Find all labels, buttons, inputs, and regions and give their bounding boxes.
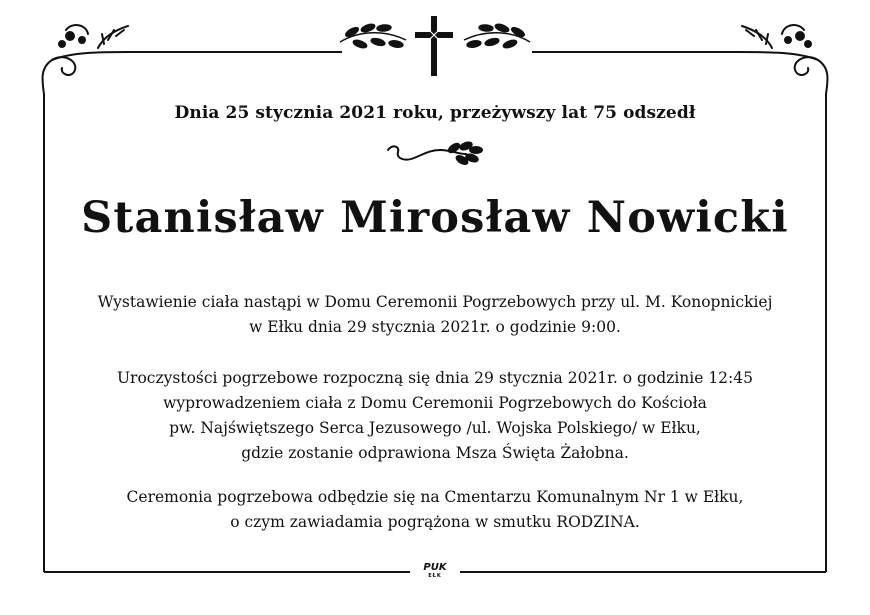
paragraph-line: wyprowadzeniem ciała z Domu Ceremonii Pogrzebowych do Kościoła [163,394,707,412]
corner-flourish-right-icon [738,25,828,94]
corner-flourish-left-icon [42,25,132,94]
death-announcement: Dnia 25 stycznia 2021 roku, przeżywszy lat 75 odszedł [174,103,696,123]
paragraph-line: gdzie zostanie odprawiona Msza Święta Żałobna. [241,444,629,462]
paragraph-line: pw. Najświętszego Serca Jezusowego /ul. Wojska Polskiego/ w Ełku, [169,419,701,437]
burial-paragraph [40,485,830,535]
viewing-paragraph [40,290,830,340]
logo-top-text: PUK [423,562,447,573]
puk-logo [414,562,456,584]
logo-bottom-text: EŁK [428,573,442,579]
paragraph-line: o czym zawiadamia pogrążona w smutku RODZINA. [230,513,640,531]
funeral-ceremony-paragraph [40,366,830,466]
deceased-name: Stanisław Mirosław Nowicki [81,193,789,243]
cross-icon [415,16,453,76]
paragraph-line: Ceremonia pogrzebowa odbędzie się na Cmentarzu Komunalnym Nr 1 w Ełku, [126,488,744,506]
paragraph-line: w Ełku dnia 29 stycznia 2021r. o godzinie 9:00. [249,318,621,336]
paragraph-line: Uroczystości pogrzebowe rozpoczną się dnia 29 stycznia 2021r. o godzinie 12:45 [116,369,753,387]
paragraph-line: Wystawienie ciała nastąpi w Domu Ceremonii Pogrzebowych przy ul. M. Konopnickiej [97,293,773,311]
flourish-ornament-icon [388,141,482,165]
